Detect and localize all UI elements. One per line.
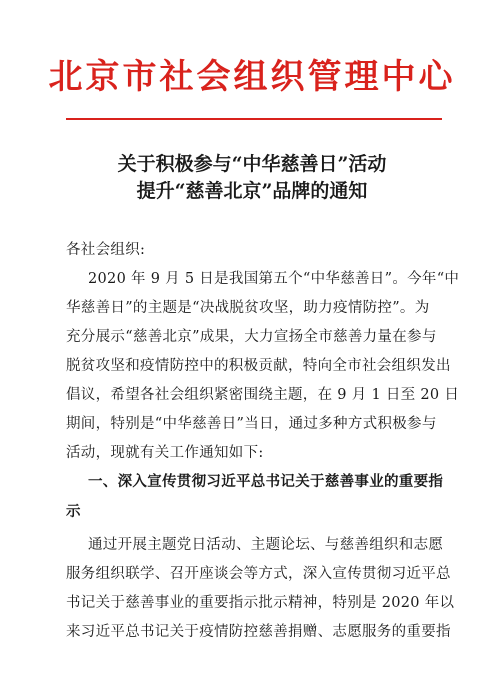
red-divider-line <box>66 118 442 120</box>
paragraph-line: 脱贫攻坚和疫情防控中的积极贡献，特向全市社会组织发出 <box>66 358 451 374</box>
paragraph-line: 通过开展主题党日活动、主题论坛、与慈善组织和志愿 <box>88 537 444 553</box>
paragraph-line: 2020 年 9 月 5 日是我国第五个“中华慈善日”。今年“中 <box>88 271 460 287</box>
document-title-line-2: 提升“慈善北京”品牌的通知 <box>136 180 368 202</box>
paragraph-line: 华慈善日”的主题是“决战脱贫攻坚，助力疫情防控”。为 <box>66 300 430 316</box>
paragraph-line: 期间，特别是“中华慈善日”当日，通过多种方式积极参与 <box>66 416 437 432</box>
paragraph-line: 活动，现就有关工作通知如下: <box>66 445 264 461</box>
salutation: 各社会组织: <box>66 242 146 258</box>
paragraph-line: 来习近平总书记关于疫情防控慈善捐赠、志愿服务的重要指 <box>66 624 451 640</box>
paragraph-line: 倡议，希望各社会组织紧密围绕主题，在 9 月 1 日至 20 日 <box>66 387 460 403</box>
paragraph-line: 服务组织联学、召开座谈会等方式，深入宣传贯彻习近平总 <box>66 566 451 582</box>
paragraph-line: 书记关于慈善事业的重要指示批示精神，特别是 2020 年以 <box>66 595 455 611</box>
section-heading-line: 一、深入宣传贯彻习近平总书记关于慈善事业的重要指 <box>88 474 444 490</box>
section-heading-line: 示 <box>66 504 81 520</box>
paragraph-line: 充分展示“慈善北京”成果，大力宣扬全市慈善力量在参与 <box>66 329 437 345</box>
document-title-line-1: 关于积极参与“中华慈善日”活动 <box>117 153 387 175</box>
organization-header: 北京市社会组织管理中心 <box>48 57 456 97</box>
